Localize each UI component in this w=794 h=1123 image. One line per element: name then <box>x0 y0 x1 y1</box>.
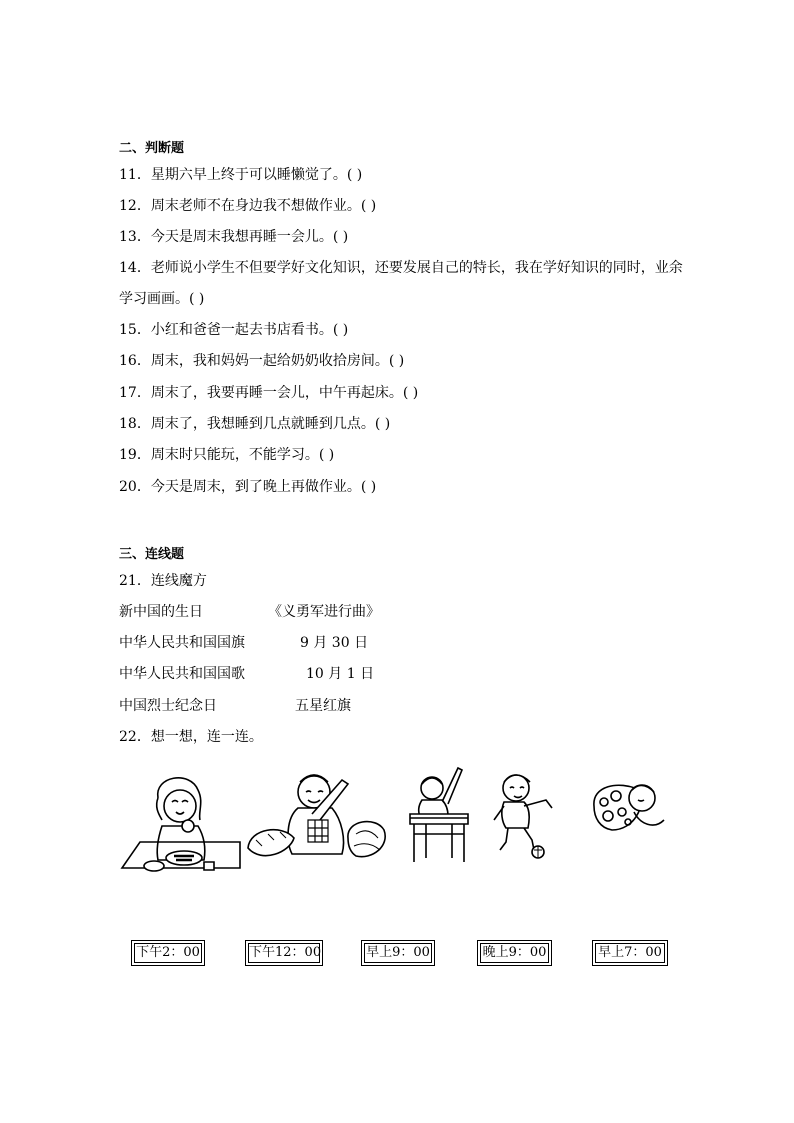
match-right-1: 《义勇军进行曲》 <box>268 604 380 620</box>
question-14: 14．老师说小学生不但要学好文化知识，还要发展自己的特长，我在学好知识的同时，业余 <box>119 260 683 276</box>
boy-kicking-ball-illustration <box>490 770 560 862</box>
time-label-2: 下午12：00 <box>248 943 320 963</box>
time-label-5: 早上7：00 <box>595 943 665 963</box>
match-left-3: 中华人民共和国国歌 <box>119 666 245 682</box>
time-label-3: 早上9：00 <box>364 943 432 963</box>
boy-playing-guitar-illustration <box>242 768 392 868</box>
question-16: 16．周末，我和妈妈一起给奶奶收拾房间。( ) <box>119 353 405 369</box>
time-label-1: 下午2：00 <box>134 943 202 963</box>
match-left-2: 中华人民共和国国旗 <box>119 635 245 651</box>
child-sleeping-illustration <box>588 776 668 838</box>
question-11: 11．星期六早上终于可以睡懒觉了。( ) <box>119 167 363 183</box>
time-box-2 <box>245 940 323 966</box>
question-14-continued: 学习画画。( ) <box>119 291 205 307</box>
question-20: 20．今天是周末，到了晚上再做作业。( ) <box>119 479 377 495</box>
question-21: 21．连线魔方 <box>119 573 207 589</box>
time-box-4 <box>477 940 552 966</box>
boy-raising-hand-illustration <box>408 762 472 866</box>
section2-heading: 二、判断题 <box>119 141 185 156</box>
match-right-2: 9 月 30 日 <box>300 635 369 651</box>
time-box-5 <box>592 940 668 966</box>
time-box-1 <box>131 940 205 966</box>
time-box-3 <box>361 940 435 966</box>
match-left-1: 新中国的生日 <box>119 604 203 620</box>
eating-girl-illustration <box>118 768 242 878</box>
question-19: 19．周末时只能玩，不能学习。( ) <box>119 447 335 463</box>
match-left-4: 中国烈士纪念日 <box>119 698 217 714</box>
question-22: 22．想一想，连一连。 <box>119 729 263 745</box>
match-right-3: 10 月 1 日 <box>306 666 375 682</box>
question-15: 15．小红和爸爸一起去书店看书。( ) <box>119 322 349 338</box>
question-18: 18．周末了，我想睡到几点就睡到几点。( ) <box>119 416 391 432</box>
question-13: 13．今天是周末我想再睡一会儿。( ) <box>119 229 349 245</box>
match-right-4: 五星红旗 <box>295 698 351 714</box>
question-17: 17．周末了，我要再睡一会儿，中午再起床。( ) <box>119 385 419 401</box>
time-label-4: 晚上9：00 <box>480 943 549 963</box>
section3-heading: 三、连线题 <box>119 547 185 562</box>
question-12: 12．周末老师不在身边我不想做作业。( ) <box>119 198 377 214</box>
